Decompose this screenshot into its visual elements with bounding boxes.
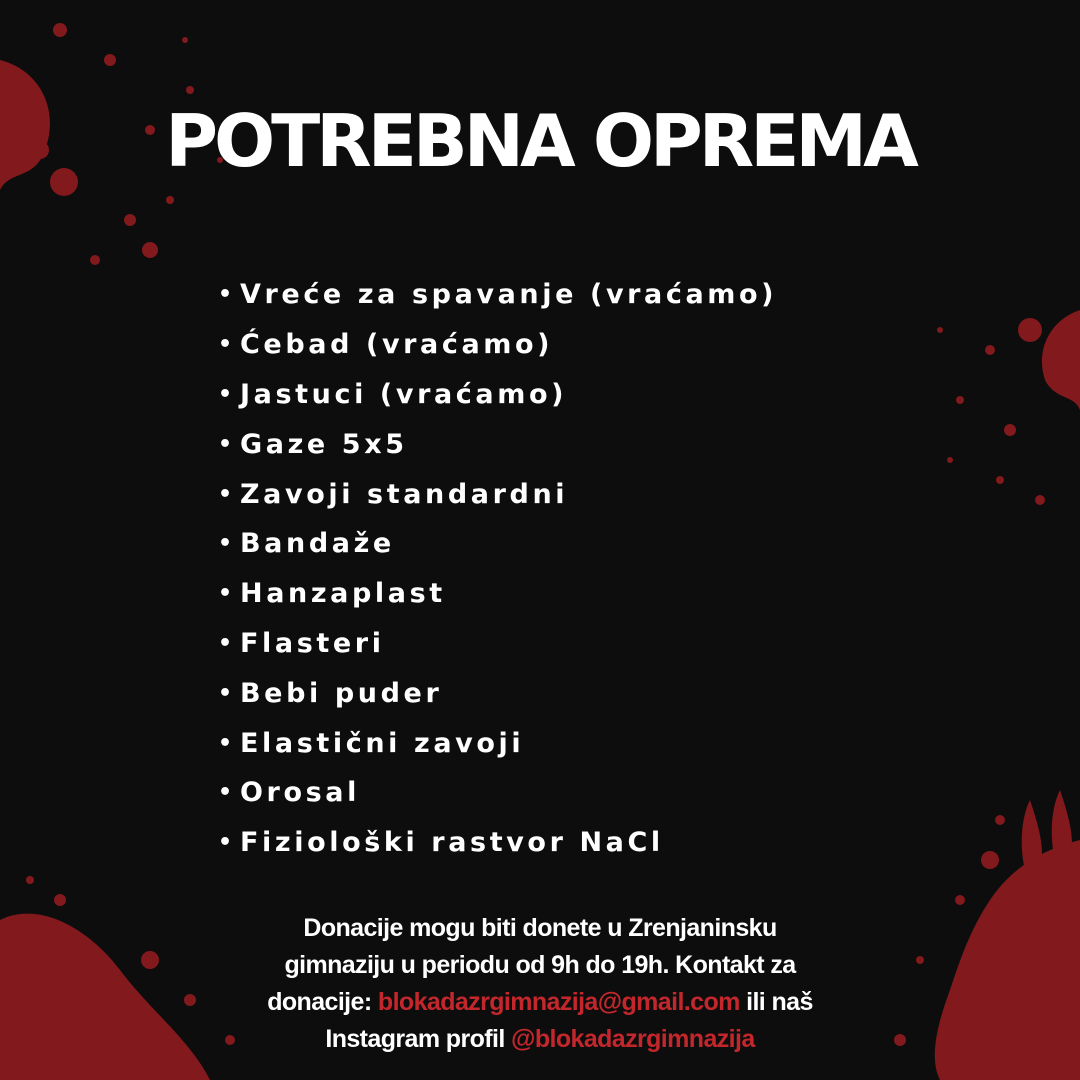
list-item-label: Bandaže [240, 528, 395, 560]
email-link[interactable]: blokadazrgimnazija@gmail.com [377, 988, 740, 1016]
list-item-label: Orosal [240, 777, 360, 809]
list-item-label: Gaze 5x5 [240, 428, 408, 460]
instagram-link[interactable]: @blokadazrgimnazija [511, 1025, 755, 1053]
list-item [218, 818, 777, 868]
bullet-icon: • [218, 531, 233, 557]
list-item-label: Ćebad (vraćamo) [240, 329, 554, 361]
contact-suffix: ili naš [746, 988, 813, 1016]
list-item-label: Flasteri [240, 627, 385, 659]
list-item-label: Elastični zavoji [240, 727, 525, 759]
list-item-label: Hanzaplast [240, 578, 446, 610]
list-item [218, 718, 777, 768]
list-item [218, 768, 777, 818]
list-item [218, 569, 777, 619]
instagram-label: Instagram profil [325, 1025, 505, 1053]
list-item [218, 619, 777, 669]
bullet-icon: • [218, 730, 233, 756]
list-item-label: Jastuci (vraćamo) [240, 378, 568, 410]
contact-label: donacije: [267, 988, 372, 1016]
bullet-icon: • [218, 332, 233, 358]
list-item [218, 270, 777, 320]
bullet-icon: • [218, 680, 233, 706]
bullet-icon: • [218, 780, 233, 806]
list-item [218, 419, 777, 469]
donation-line-3 [200, 984, 880, 1021]
donation-line-4 [200, 1021, 880, 1058]
bullet-icon: • [218, 282, 233, 308]
bullet-icon: • [218, 630, 233, 656]
list-item [218, 668, 777, 718]
equipment-list [218, 270, 777, 868]
list-item [218, 469, 777, 519]
donation-line-1: Donacije mogu biti donete u Zrenjaninsku [303, 914, 777, 942]
list-item-label: Vreće za spavanje (vraćamo) [240, 279, 778, 311]
bullet-icon: • [218, 481, 233, 507]
list-item-label: Bebi puder [240, 677, 443, 709]
list-item [218, 370, 777, 420]
page-title: POTREBNA OPREMA [165, 99, 915, 183]
list-item-label: Zavoji standardni [240, 478, 569, 510]
list-item [218, 519, 777, 569]
donation-line-2: gimnaziju u periodu od 9h do 19h. Kontakt za [284, 951, 796, 979]
donation-info [200, 910, 880, 1058]
bullet-icon: • [218, 830, 233, 856]
list-item-label: Fiziološki rastvor NaCl [240, 827, 664, 859]
bullet-icon: • [218, 581, 233, 607]
bullet-icon: • [218, 431, 233, 457]
bullet-icon: • [218, 381, 233, 407]
list-item [218, 320, 777, 370]
